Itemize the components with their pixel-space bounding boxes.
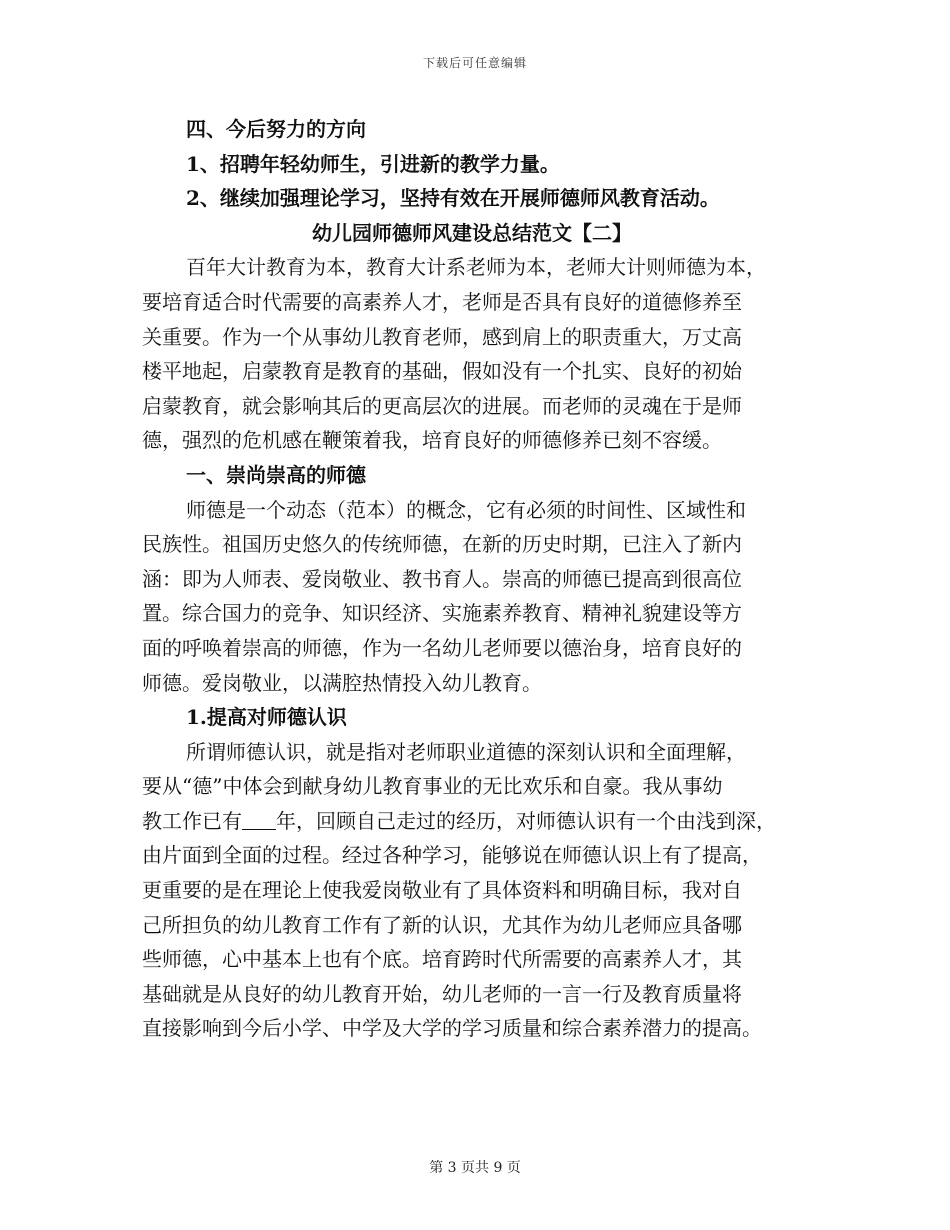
section-heading: 一、崇尚崇高的师德 — [186, 462, 366, 487]
paragraph-line: 涵：即为人师表、爱岗敬业、教书育人。崇高的师德已提高到很高位 — [142, 566, 742, 591]
article-title: 幼儿园师德师风建设总结范文【二】 — [312, 220, 632, 245]
paragraph-line: 面的呼唤着崇高的师德，作为一名幼儿老师要以德治身，培育良好的 — [142, 635, 742, 660]
list-item: 2、继续加强理论学习，坚持有效在开展师德师风教育活动。 — [186, 186, 720, 211]
fill-in-blank — [242, 809, 276, 830]
page-footer: 第 3 页共 9 页 — [429, 1160, 521, 1176]
paragraph-line: 楼平地起，启蒙教育是教育的基础，假如没有一个扎实、良好的初始 — [142, 359, 742, 384]
paragraph-line: 德，强烈的危机感在鞭策着我，培育良好的师德修养已刻不容缓。 — [142, 428, 722, 453]
paragraph-line: 启蒙教育，就会影响其后的更高层次的进展。而老师的灵魂在于是师 — [142, 393, 742, 418]
paragraph-line: 直接影响到今后小学、中学及大学的学习质量和综合素养潜力的提高。 — [142, 1016, 762, 1041]
page-header: 下载后可任意编辑 — [422, 56, 527, 70]
paragraph-line: 要培育适合时代需要的高素养人才，老师是否具有良好的道德修养至 — [142, 289, 742, 314]
paragraph-line: 师德是一个动态（范本）的概念，它有必须的时间性、区域性和 — [186, 497, 746, 522]
paragraph-line: 更重要的是在理论上使我爱岗敬业有了具体资料和明确目标，我对自 — [142, 878, 742, 903]
subsection-heading: 1.提高对师德认识 — [186, 705, 347, 730]
list-item: 1、招聘年轻幼师生，引进新的教学力量。 — [186, 151, 560, 176]
paragraph-line: 所谓师德认识，就是指对老师职业道德的深刻认识和全面理解， — [186, 739, 746, 764]
paragraph-line: 己所担负的幼儿教育工作有了新的认识，尤其作为幼儿老师应具备哪 — [142, 912, 742, 937]
paragraph-line: 置。综合国力的竞争、知识经济、实施素养教育、精神礼貌建设等方 — [142, 601, 742, 626]
paragraph-line: 关重要。作为一个从事幼儿教育老师，感到肩上的职责重大，万丈高 — [142, 324, 742, 349]
section-heading: 四、今后努力的方向 — [186, 117, 366, 141]
paragraph-line: 百年大计教育为本，教育大计系老师为本，老师大计则师德为本， — [186, 255, 766, 280]
paragraph-line: 基础就是从良好的幼儿教育开始，幼儿老师的一言一行及教育质量将 — [142, 981, 742, 1006]
paragraph-line: 师德。爱岗敬业，以满腔热情投入幼儿教育。 — [142, 670, 542, 695]
paragraph-line: 由片面到全面的过程。经过各种学习，能够说在师德认识上有了提高， — [142, 843, 762, 868]
paragraph-line: 些师德，心中基本上也有个底。培育跨时代所需要的高素养人才，其 — [142, 947, 742, 972]
document-body — [142, 112, 822, 1046]
text-segment: 年，回顾自己走过的经历，对师德认识有一个由浅到深， — [276, 808, 776, 833]
text-segment: 教工作已有 — [142, 808, 242, 833]
paragraph-line — [142, 804, 822, 839]
paragraph-line: 民族性。祖国历史悠久的传统师德，在新的历史时期，已注入了新内 — [142, 532, 742, 557]
paragraph-line: 要从“德”中体会到献身幼儿教育事业的无比欢乐和自豪。我从事幼 — [142, 774, 723, 799]
